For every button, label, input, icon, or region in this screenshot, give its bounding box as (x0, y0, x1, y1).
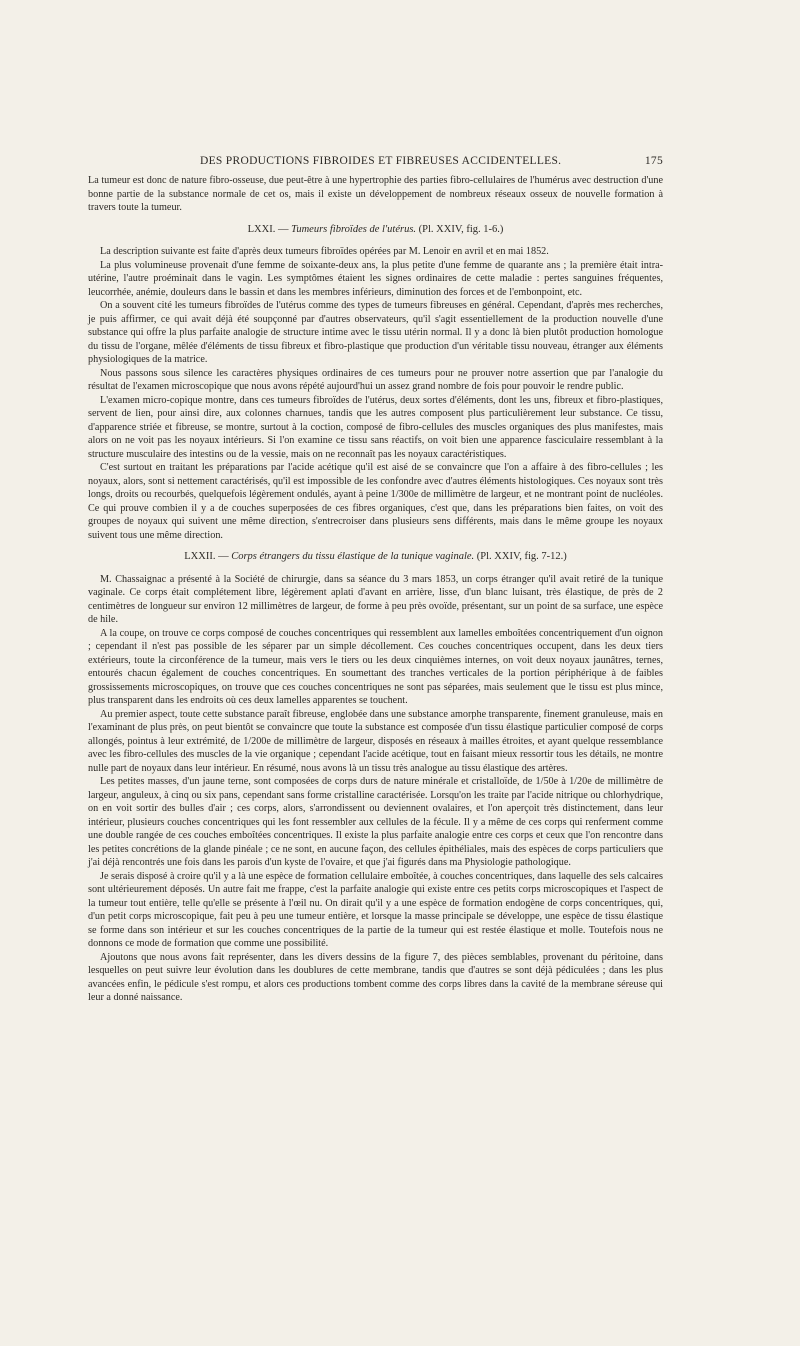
paragraph: La description suivante est faite d'après deux tumeurs fibroïdes opérées par M. Lenoir en avril et en mai 1852. (100, 246, 549, 257)
paragraph: La tumeur est donc de nature fibro-osseuse, due peut-être à une hypertrophie des parties fibro-cellulaires de l'humérus avec destruction d'une bonne partie de la substance normale de cet os, mais il existe un développement de nombreux réseaux osseux de nouvelle formation à travers toute la tumeur. (88, 175, 663, 213)
section-reference: (Pl. XXIV, fig. 7-12.) (476, 551, 567, 562)
paragraph: M. Chassaignac a présenté à la Société de chirurgie, dans sa séance du 3 mars 1853, un corps étranger qu'il avait retiré de la tunique vaginale. Ce corps était complétement libre, légèrement aplati d'avant en arrière, lisse, d'un blanc luisant, très élastique, de près de 2 centimètres de longueur sur environ 12 millimètres de largeur, de forme à peu près ovoïde, présentant, sur un point de sa surface, une espèce de hile. (88, 573, 663, 625)
section-title: Corps étrangers du tissu élastique de la tunique vaginale. (231, 551, 475, 562)
paragraph: La plus volumineuse provenait d'une femme de soixante-deux ans, la plus petite d'une femme de quarante ans ; la première était intra-utérine, l'autre proéminait dans le vagin. Les symptômes étaient les signes ordinaires de cette maladie : pertes sanguines fréquentes, leucorrhée, anémie, douleurs dans le bassin et dans les membres inférieurs, diminution des forces et de l'embonpoint, etc. (88, 259, 663, 298)
paragraph: Ajoutons que nous avons fait représenter, dans les divers dessins de la figure 7, des pièces semblables, provenant du péritoine, dans lesquelles on peut suivre leur évolution dans les doublures de cette membrane, tandis que d'autres se sont déjà pédiculées ; dans les plus avancées enfin, le pédicule s'est rompu, et alors ces productions tombent comme des corps libres dans la cavité de la membrane séreuse qui leur a donné naissance. (88, 951, 663, 1003)
paragraph: A la coupe, on trouve ce corps composé de couches concentriques qui ressemblent aux lamelles emboîtées concentriquement d'un oignon ; cependant il n'est pas possible de les séparer par un simple décollement. Ces couches concentriques occupent, dans les deux tiers extérieurs, toute la circonférence de la tumeur, mais vers le tiers ou les deux cinquièmes internes, on voit deux noyaux jaunâtres, ternes, entourés chacun également de couches concentriques. En soumettant des tranches verticales de la portion périphérique à de faibles grossissements microscopiques, on trouve que ces couches concentriques ne sont pas séparées, mais seulement que le tissu est plus mince, plus transparent dans les endroits où ces deux lamelles apparentes se touchent. (88, 627, 663, 706)
section-number: LXXII. — (184, 551, 229, 562)
paragraph: Les petites masses, d'un jaune terne, sont composées de corps durs de nature minérale et cristalloïde, de 1/50e à 1/20e de millimètre de largeur, anguleux, à cinq ou six pans, cependant sans forme cristalline caractérisée. Lorsqu'on les traite par l'acide nitrique ou chlorhydrique, on en voit sortir des bulles d'air ; ces corps, alors, s'arrondissent ou deviennent ovalaires, et l'on aperçoit très distinctement, dans leur intérieur, plusieurs couches concentriques qui les font ressembler aux cellules de la fécule. Il y a même de ces corps qui renferment comme une double rangée de ces couches emboîtées concentriques. Il existe la plus parfaite analogie entre ces corps et ceux que l'on rencontre dans les petites concrétions de la glande pinéale ; ce ne sont, en aucune façon, des cellules épithéliales, mais des espèces de corps particuliers que j'ai déjà rencontrés une fois dans les parois d'un kyste de l'ovaire, et que j'ai figurés dans ma Physiologie pathologique. (88, 776, 663, 868)
page-number: 175 (644, 155, 663, 167)
paragraph: Au premier aspect, toute cette substance paraît fibreuse, englobée dans une substance amorphe transparente, finement granuleuse, mais en l'examinant de plus près, on peut bientôt se convaincre que toute la substance est composée d'un tissu élastique particulier composé de corps allongés, pointus à leur extrémité, de 1/200e de millimètre de largeur, disposés en réseaux à mailles étroites, et ayant quelque ressemblance avec les fibro-cellules des muscles de la vie organique ; cependant l'acide acétique, tout en faisant mieux ressortir tous les détails, ne montre nulle part de noyaux dans leur intérieur. En résumé, nous avons là un tissu très analogue au tissu élastique des artères. (88, 708, 663, 774)
paragraph: On a souvent cité les tumeurs fibroïdes de l'utérus comme des types de tumeurs fibreuses en général. Cependant, d'après mes recherches, je puis affirmer, ce qui avait déjà été soupçonné par d'autres observateurs, qu'il s'agit essentiellement de la production nouvelle d'une substance qui offre la plus parfaite analogie de structure intime avec le tissu utérin normal. Il y a donc là bien plutôt production homologue du tissu de l'organe, mêlée d'éléments de tissu fibreux et fibro-plastique que production d'un véritable tissu nouveau, étranger aux éléments physiologiques de la matrice. (88, 300, 663, 365)
section-reference: (Pl. XXIV, fig. 1-6.) (418, 223, 504, 235)
body-text (88, 174, 663, 1005)
paragraph: Je serais disposé à croire qu'il y a là une espèce de formation cellulaire emboîtée, à couches concentriques, dans laquelle des sels calcaires sont ultérieurement déposés. Un autre fait me frappe, c'est la parfaite analogie qui existe entre ces petits corps microscopiques et l'aspect de la tumeur tout entière, telle qu'elle se présente à l'œil nu. On dirait qu'il y a une espèce de formation endogène de corps concentriques, qui, d'un petit corps microscopique, fait peu à peu une tumeur entière, et lorsque la masse principale se développe, une espèce de tissu élastique se forme dans son intérieur et sur les couches concentriques de la partie de la tumeur qui est restée élastique et molle. Toutefois nous ne donnons ce mode de formation que comme une possibilité. (88, 870, 663, 949)
section-heading-71 (88, 223, 663, 237)
section-heading-72 (88, 550, 663, 564)
section-title: Tumeurs fibroïdes de l'utérus. (291, 223, 417, 235)
paragraph: C'est surtout en traitant les préparations par l'acide acétique qu'il est aisé de se convaincre que l'on a affaire à des fibro-cellules ; les noyaux, alors, sont si nettement caractérisés, qu'il est impossible de les confondre avec d'autres éléments histologiques. Ces noyaux sont très longs, droits ou recourbés, quelquefois légèrement ondulés, ayant à peine 1/300e de millimètre de largeur, et ne montrant point de nucléoles. Ce qui prouve combien il y a de couches superposées de ces fibres organiques, c'est que, dans les préparations bien faites, on voit des groupes de noyaux qui suivent une même direction, s'entrecroiser dans plusieurs sens différents, mais dans le même groupe les noyaux suivent tous une même direction. (88, 462, 663, 541)
section-number: LXXI. — (247, 223, 289, 235)
paragraph: L'examen micro-copique montre, dans ces tumeurs fibroïdes de l'utérus, deux sortes d'éléments, dont les uns, fibreux et fibro-plastiques, servent de lien, pour ainsi dire, aux colonnes charnues, tandis que les autres composent plus particulièrement leur substance. Ce tissu, d'apparence striée et fibreuse, se montre, surtout à la coction, composé de fibro-cellules des muscles organiques des plus manifestes, mais alors on ne voit pas les noyaux intérieurs. Si l'on examine ce tissu sans réactifs, on voit bien une apparence fasciculaire ressemblant à la structure musculaire des intestins ou de la vessie, mais on ne reconnaît pas les noyaux caractéristiques. (88, 394, 663, 460)
running-title: DES PRODUCTIONS FIBROIDES ET FIBREUSES ACCIDENTELLES. (200, 155, 562, 167)
paragraph: Nous passons sous silence les caractères physiques ordinaires de ces tumeurs pour ne prouver notre assertion que par l'analogie du résultat de l'examen microscopique que nous avons répété aujourd'hui un assez grand nombre de fois pour pouvoir le rendre public. (88, 367, 663, 392)
running-head (88, 155, 663, 171)
